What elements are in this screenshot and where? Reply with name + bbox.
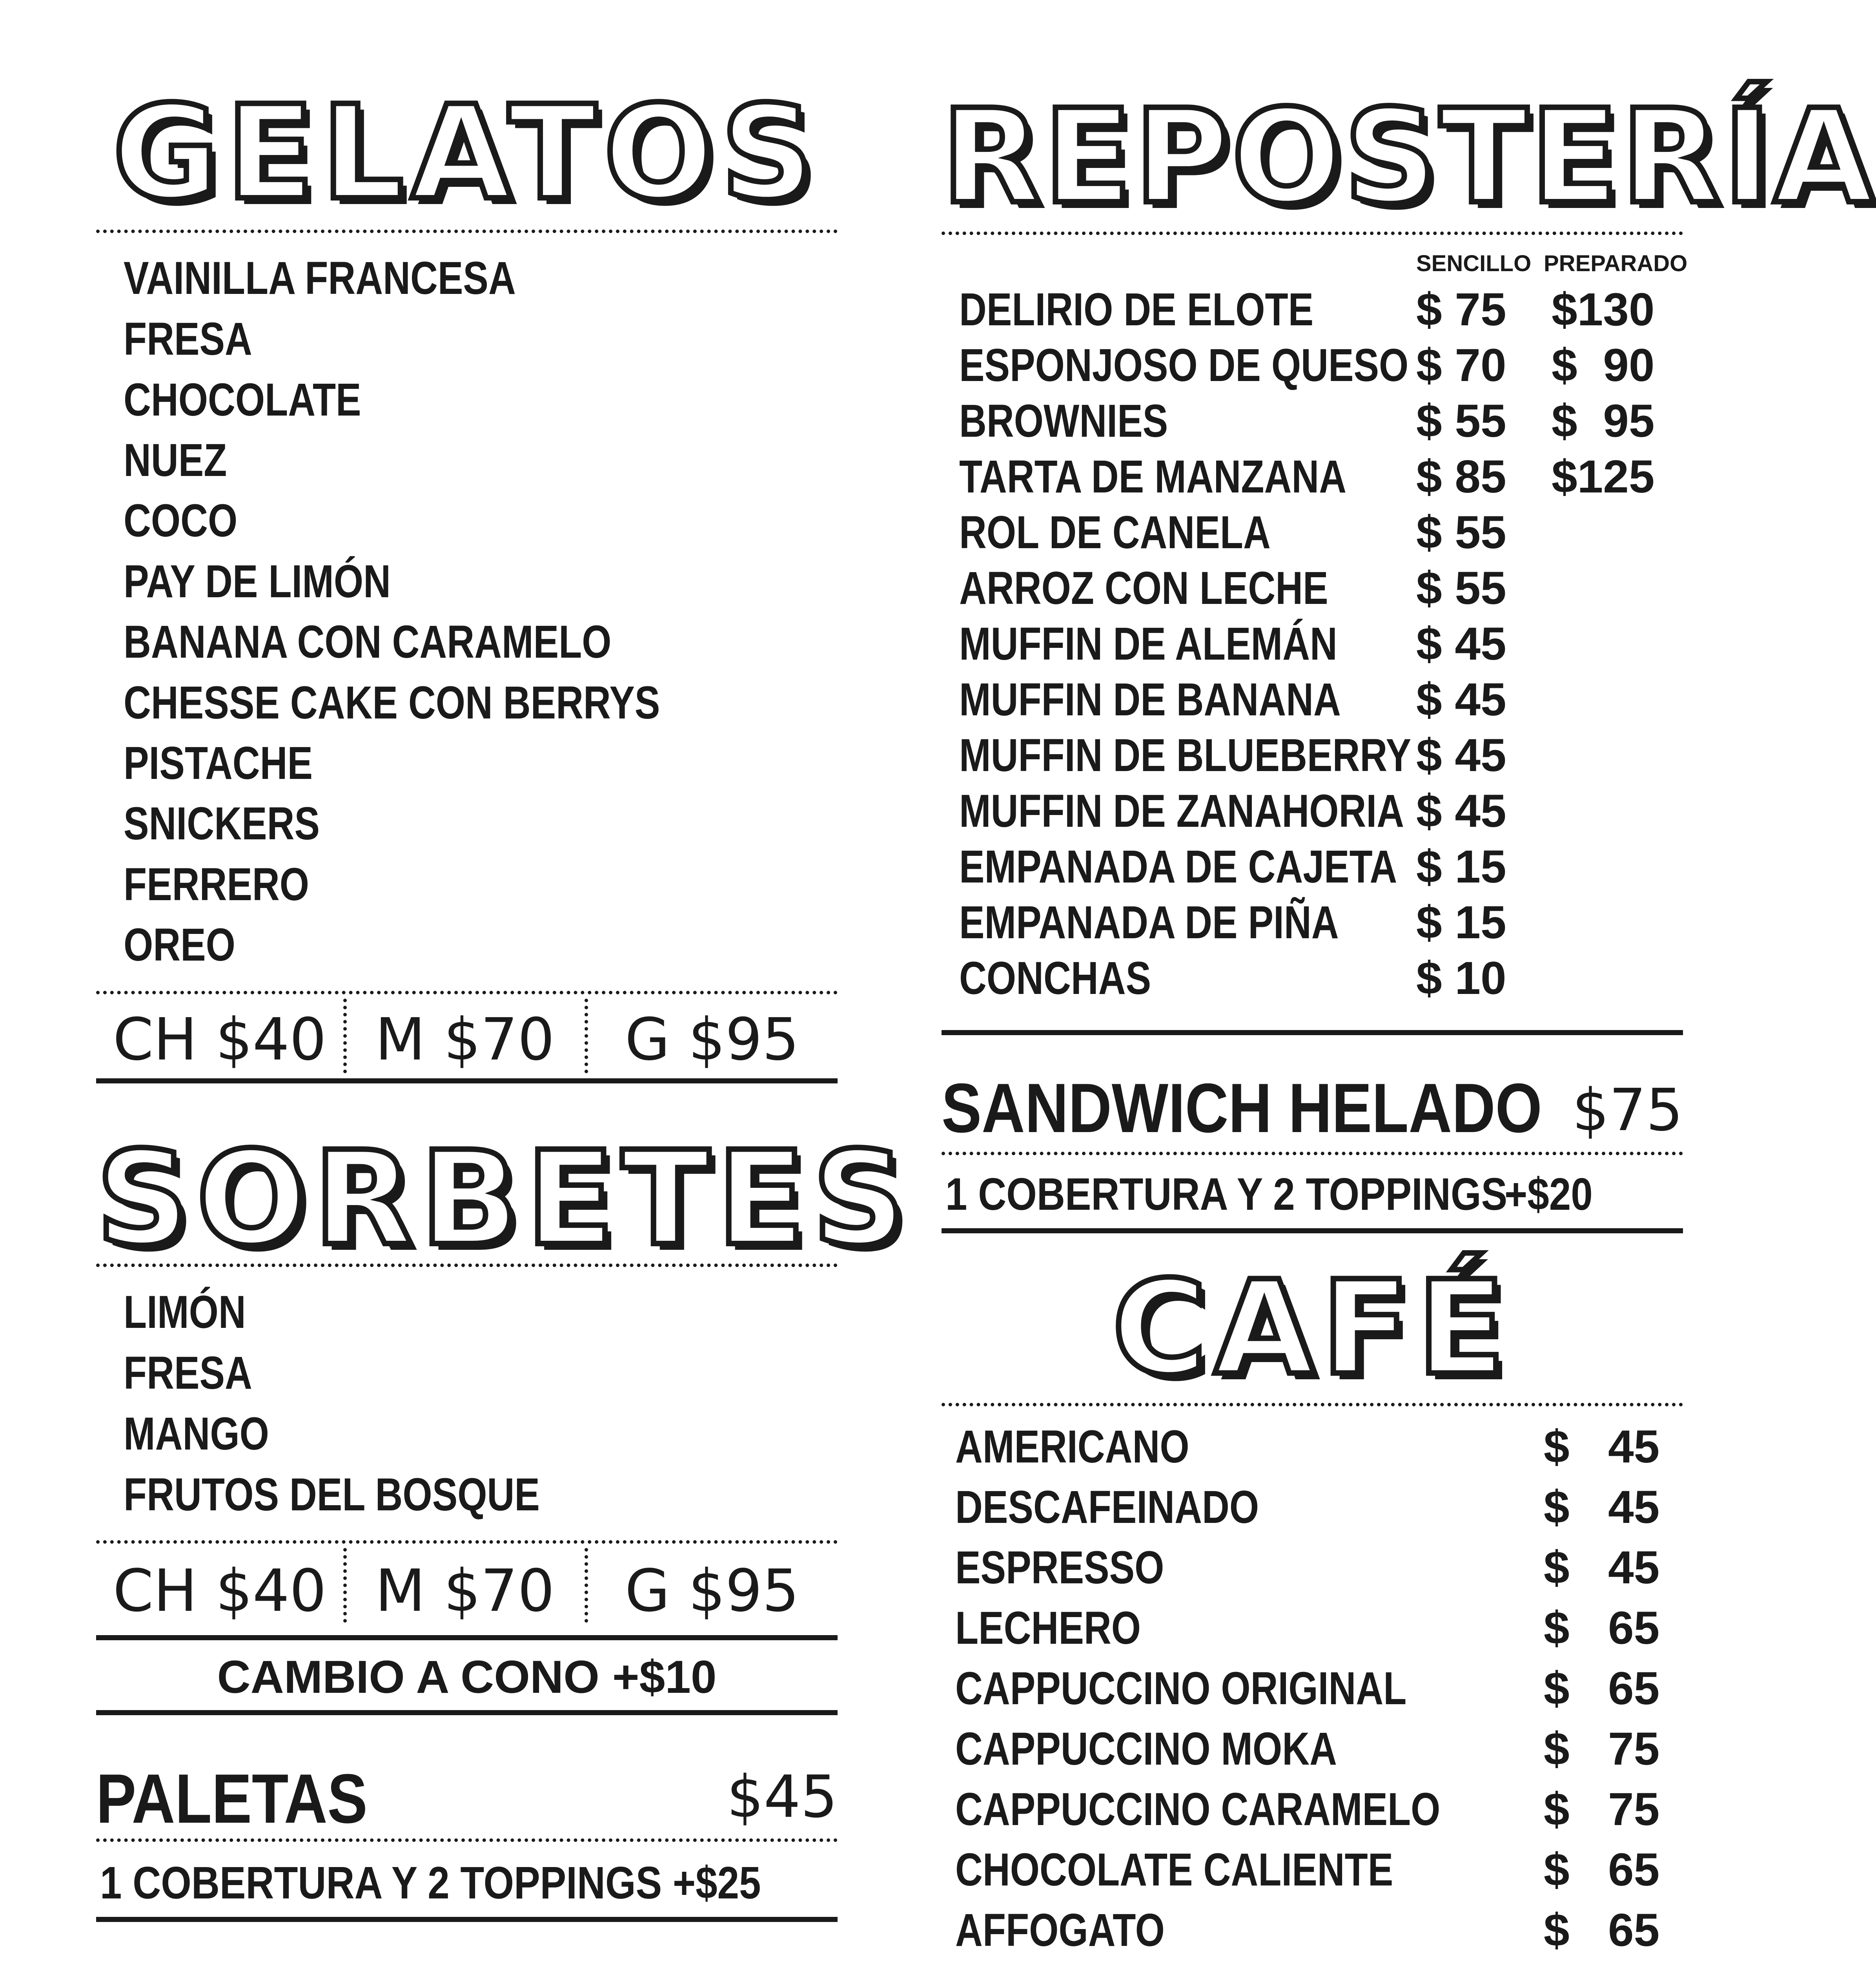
reposteria-item-name: MUFFIN DE ALEMÁN bbox=[959, 618, 1337, 670]
reposteria-item-name: CONCHAS bbox=[959, 952, 1151, 1004]
reposteria-item-sencillo: $ 45 bbox=[1416, 785, 1506, 837]
gelatos-size-m: M $70 bbox=[375, 1006, 555, 1073]
reposteria-item-name: TARTA DE MANZANA bbox=[959, 451, 1347, 503]
cafe-item-name: AFFOGATO bbox=[955, 1904, 1165, 1956]
reposteria-divider bbox=[942, 232, 1683, 235]
paletas-rule bbox=[96, 1917, 838, 1922]
sorbetes-size-m: M $70 bbox=[375, 1557, 555, 1625]
gelatos-flavor: NUEZ bbox=[124, 434, 227, 486]
sorbetes-bottom-rule bbox=[96, 1710, 838, 1715]
sorbetes-size-g: G $95 bbox=[625, 1557, 800, 1625]
gelatos-flavor: COCO bbox=[124, 495, 238, 547]
cafe-item-name: CAPPUCCINO ORIGINAL bbox=[955, 1663, 1407, 1714]
reposteria-item-sencillo: $ 15 bbox=[1416, 897, 1506, 948]
cafe-item-price: $ 65 bbox=[1544, 1602, 1660, 1654]
gelatos-size-ch: CH $40 bbox=[113, 1006, 327, 1073]
reposteria-title: REPOSTERÍA bbox=[942, 82, 1876, 232]
reposteria-item-sencillo: $ 70 bbox=[1416, 339, 1506, 391]
sorbetes-title: SORBETES bbox=[96, 1123, 913, 1274]
sandwich-sub-price: +$20 bbox=[1504, 1169, 1593, 1220]
reposteria-item-preparado: $ 90 bbox=[1552, 339, 1655, 391]
sorbetes-flavor: LIMÓN bbox=[124, 1286, 246, 1338]
reposteria-bottom-rule bbox=[942, 1030, 1683, 1035]
reposteria-item-preparado: $125 bbox=[1552, 451, 1655, 503]
reposteria-item-name: MUFFIN DE BLUEBERRY bbox=[959, 729, 1412, 781]
gelatos-flavor: PISTACHE bbox=[124, 737, 313, 789]
reposteria-item-name: EMPANADA DE CAJETA bbox=[959, 841, 1397, 893]
sorbetes-rule bbox=[96, 1635, 838, 1640]
cafe-item-price: $ 65 bbox=[1544, 1904, 1660, 1956]
reposteria-item-sencillo: $ 45 bbox=[1416, 729, 1506, 781]
reposteria-item-sencillo: $ 85 bbox=[1416, 451, 1506, 503]
cafe-item-name: CAPPUCCINO MOKA bbox=[955, 1723, 1337, 1775]
reposteria-item-preparado: $130 bbox=[1552, 284, 1655, 336]
reposteria-item-name: BROWNIES bbox=[959, 395, 1168, 447]
reposteria-item-sencillo: $ 55 bbox=[1416, 507, 1506, 558]
cafe-item-name: CAPPUCCINO CARAMELO bbox=[955, 1783, 1441, 1835]
reposteria-item-name: ESPONJOSO DE QUESO bbox=[959, 339, 1409, 391]
paletas-title: PALETAS bbox=[96, 1760, 368, 1838]
reposteria-item-sencillo: $ 55 bbox=[1416, 562, 1506, 614]
sandwich-helado-title: SANDWICH HELADO bbox=[942, 1069, 1542, 1147]
cafe-item-price: $ 45 bbox=[1544, 1481, 1660, 1533]
sandwich-rule bbox=[942, 1228, 1683, 1233]
cafe-item-name: DESCAFEINADO bbox=[955, 1481, 1259, 1533]
gelatos-title: GELATOS bbox=[113, 78, 821, 228]
reposteria-item-sencillo: $ 10 bbox=[1416, 952, 1506, 1004]
cafe-title: CAFÉ bbox=[1112, 1253, 1513, 1404]
reposteria-item-sencillo: $ 75 bbox=[1416, 284, 1506, 336]
cafe-item-name: LECHERO bbox=[955, 1602, 1141, 1654]
sorbetes-flavor: MANGO bbox=[124, 1408, 269, 1460]
gelatos-flavor: BANANA CON CARAMELO bbox=[124, 616, 612, 668]
paletas-price: $45 bbox=[727, 1763, 838, 1831]
reposteria-item-name: MUFFIN DE ZANAHORIA bbox=[959, 785, 1404, 837]
reposteria-item-name: DELIRIO DE ELOTE bbox=[959, 284, 1314, 336]
col-header-preparado: PREPARADO bbox=[1544, 251, 1688, 276]
gelatos-flavor: FRESA bbox=[124, 313, 252, 365]
reposteria-item-sencillo: $ 55 bbox=[1416, 395, 1506, 447]
sandwich-divider bbox=[942, 1152, 1683, 1155]
gelatos-flavor: CHOCOLATE bbox=[124, 374, 361, 426]
paletas-divider bbox=[96, 1838, 838, 1842]
gelatos-flavor: VAINILLA FRANCESA bbox=[124, 252, 516, 304]
gelatos-divider bbox=[96, 230, 838, 233]
gelatos-flavor: CHESSE CAKE CON BERRYS bbox=[124, 677, 660, 729]
sorbetes-flavor: FRESA bbox=[124, 1347, 252, 1399]
cafe-item-price: $ 45 bbox=[1544, 1421, 1660, 1473]
cambio-cono-note: CAMBIO A CONO +$10 bbox=[217, 1651, 717, 1703]
sorbetes-divider bbox=[96, 1264, 838, 1267]
reposteria-item-name: ROL DE CANELA bbox=[959, 507, 1271, 558]
cafe-item-price: $ 45 bbox=[1544, 1542, 1660, 1594]
gelatos-size-g: G $95 bbox=[625, 1006, 800, 1073]
cafe-divider bbox=[942, 1403, 1683, 1406]
reposteria-item-preparado: $ 95 bbox=[1552, 395, 1655, 447]
cafe-item-price: $ 65 bbox=[1544, 1844, 1660, 1896]
cafe-item-price: $ 65 bbox=[1544, 1663, 1660, 1714]
reposteria-item-name: MUFFIN DE BANANA bbox=[959, 674, 1341, 726]
sorbetes-flavor: FRUTOS DEL BOSQUE bbox=[124, 1469, 540, 1521]
gelatos-flavor: FERRERO bbox=[124, 859, 310, 910]
gelatos-flavor: OREO bbox=[124, 919, 235, 971]
col-header-sencillo: SENCILLO bbox=[1416, 251, 1532, 276]
sorbetes-sizes-divider bbox=[96, 1540, 838, 1544]
paletas-sub: 1 COBERTURA Y 2 TOPPINGS +$25 bbox=[100, 1857, 761, 1908]
reposteria-item-sencillo: $ 15 bbox=[1416, 841, 1506, 893]
reposteria-item-name: EMPANADA DE PIÑA bbox=[959, 897, 1339, 948]
cafe-item-price: $ 75 bbox=[1544, 1783, 1660, 1835]
reposteria-item-sencillo: $ 45 bbox=[1416, 618, 1506, 670]
sandwich-sub: 1 COBERTURA Y 2 TOPPINGS bbox=[945, 1169, 1508, 1220]
cafe-item-name: CHOCOLATE CALIENTE bbox=[955, 1844, 1393, 1896]
gelatos-bottom-rule bbox=[96, 1078, 838, 1083]
cafe-item-name: AMERICANO bbox=[955, 1421, 1189, 1473]
gelatos-flavor: SNICKERS bbox=[124, 798, 320, 850]
sorbetes-size-ch: CH $40 bbox=[113, 1557, 327, 1625]
gelatos-flavor: PAY DE LIMÓN bbox=[124, 556, 391, 607]
gelatos-sizes-divider bbox=[96, 991, 838, 994]
reposteria-item-name: ARROZ CON LECHE bbox=[959, 562, 1328, 614]
reposteria-item-sencillo: $ 45 bbox=[1416, 674, 1506, 726]
cafe-item-name: ESPRESSO bbox=[955, 1542, 1164, 1594]
sandwich-helado-price: $75 bbox=[1572, 1076, 1683, 1144]
cafe-item-price: $ 75 bbox=[1544, 1723, 1660, 1775]
